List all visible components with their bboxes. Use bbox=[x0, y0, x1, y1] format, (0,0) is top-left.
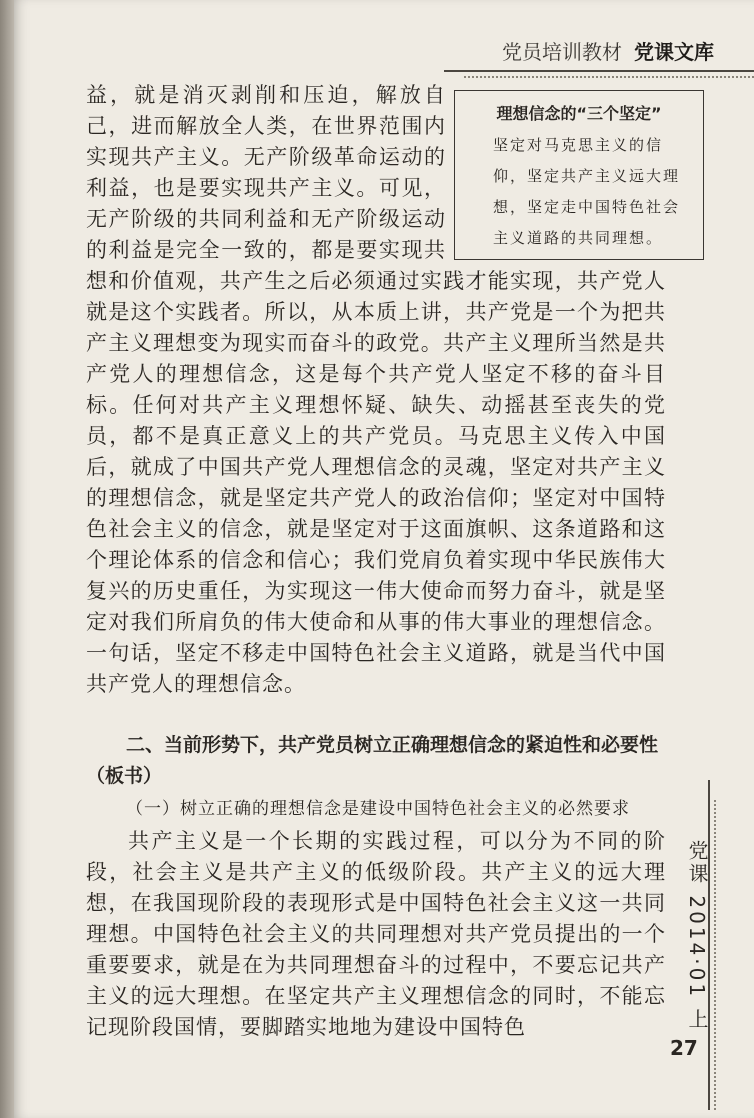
section-heading: 二、当前形势下，共产党员树立正确理想信念的紧迫性和必要性（板书） bbox=[86, 734, 659, 787]
book-page bbox=[14, 0, 754, 1118]
paragraph-1-top: 益，就是消灭剥削和压迫，解放自己，进而解放全人类，在世界范围内实现共产主义。无产阶级革命运动的利益，也是要实现共产主义。可见，无产阶级的共同利益和无产阶级运动的利益是完全一致的，都是要实现共 bbox=[86, 83, 446, 262]
sidebar-callout-box bbox=[454, 90, 704, 260]
callout-title: 理想信念的“三个坚定” bbox=[496, 104, 662, 123]
header-series-title: 党员培训教材 bbox=[502, 39, 622, 64]
running-header bbox=[502, 30, 714, 70]
header-rule-line bbox=[444, 70, 754, 72]
margin-dotted-line bbox=[714, 800, 716, 1110]
book-spine-shadow bbox=[0, 0, 14, 1118]
issue-side-label: 党课 2014·01 上 bbox=[685, 840, 709, 1032]
callout-body: 坚定对马克思主义的信仰，坚定共产主义远大理想，坚定走中国特色社会主义道路的共同理想。 bbox=[493, 136, 681, 247]
subsection-heading: （一）树立正确的理想信念是建设中国特色社会主义的必然要求 bbox=[126, 799, 630, 819]
paragraph-2: 共产主义是一个长期的实践过程，可以分为不同的阶段，社会主义是共产主义的低级阶段。共产主义的远大理想，在我国现阶段的表现形式是中国特色社会主义这一共同理想。中国特色社会主义的共同理想对共产党员提出的一个重要要求，就是在为共同理想奋斗的过程中，不要忘记共产主义的远大理想。在坚定共产主义理想信念的同时，不能忘记现阶段国情，要脚踏实地地为建设中国特色 bbox=[86, 829, 666, 1039]
header-brand-title: 党课文库 bbox=[634, 39, 714, 64]
paragraph-1-continued: 想和价值观，共产生之后必须通过实践才能实现，共产党人就是这个实践者。所以，从本质上讲，共产党是一个为把共产主义理想变为现实而奋斗的政党。共产主义理所当然是共产党人的理想信念，这是每个共产党人坚定不移的奋斗目标。任何对共产主义理想怀疑、缺失、动摇甚至丧失的党员，都不是真正意义上的共产党员。马克思主义传入中国后，就成了中国共产党人理想信念的灵魂，坚定对共产主义的理想信念，就是坚定共产党人的政治信仰；坚定对中国特色社会主义的信念，就是坚定对于这面旗帜、这条道路和这个理论体系的信念和信心；我们党肩负着实现中华民族伟大复兴的历史重任，为实现这一伟大使命而努力奋斗，就是坚定对我们所肩负的伟大使命和从事的伟大事业的理想信念。一句话，坚定不移走中国特色社会主义道路，就是当代中国共产党人的理想信念。 bbox=[86, 269, 666, 696]
header-dotted-line bbox=[464, 76, 754, 78]
page-number: 27 bbox=[670, 1036, 698, 1060]
